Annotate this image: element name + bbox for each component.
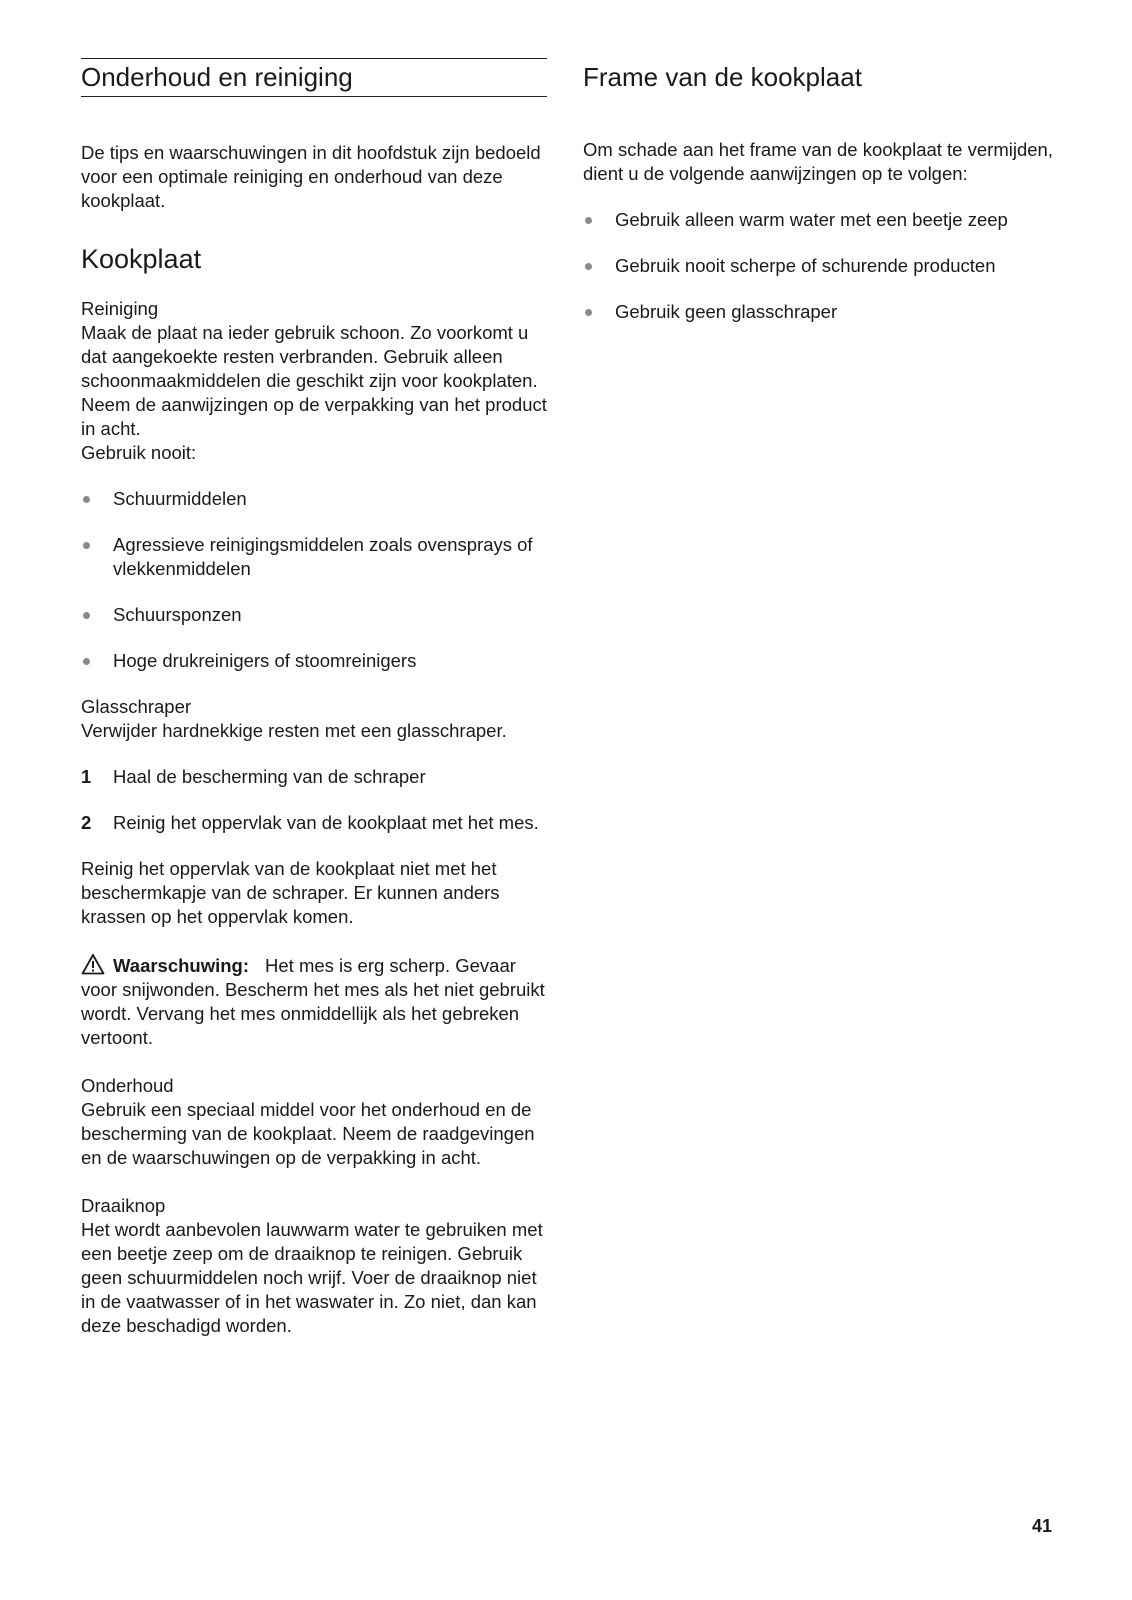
list-item: Schuurmiddelen [81,487,547,511]
step-number: 1 [81,766,92,787]
list-item: Schuursponzen [81,603,547,627]
subheading-onderhoud: Onderhoud [81,1075,174,1096]
subheading-glasschraper: Glasschraper [81,696,192,717]
draaiknop-text: Het wordt aanbevolen lauwwarm water te gebruiken met een beetje zeep om de draaiknop te reinigen. Gebruik geen schuurmiddelen noch wrijf. Voer de draaiknop niet in de vaatwasser of in het waswater in. Zo niet, dan kan deze beschadigd worden. [81,1219,543,1336]
warning-text: Het mes is erg scherp. Gevaar voor snijwonden. Bescherm het mes als het niet gebruikt wordt. Vervang het mes onmiddellijk als het gebreken vertoont. [81,955,545,1048]
warning-label: Waarschuwing: [113,955,250,976]
intro-text: De tips en waarschuwingen in dit hoofdstuk zijn bedoeld voor een optimale reiniging en onderhoud van deze kookplaat. [81,142,541,211]
list-item: Gebruik geen glasschraper [583,300,1058,324]
subheading-draaiknop: Draaiknop [81,1195,166,1216]
bullet-icon [585,217,592,224]
bullet-icon [83,612,90,619]
step-item [81,765,547,789]
glasschraper-text: Verwijder hardnekkige resten met een glasschraper. [81,720,507,741]
subheading-reiniging: Reiniging [81,298,159,319]
onderhoud-text: Gebruik een speciaal middel voor het onderhoud en de bescherming van de kookplaat. Neem de raadgevingen en de waarschuwingen op de verpakking in acht. [81,1099,535,1168]
glasschraper-note: Reinig het oppervlak van de kookplaat niet met het beschermkapje van de schraper. Er kunnen anders krassen op het oppervlak komen. [81,858,500,927]
step-number: 2 [81,812,92,833]
step-text: Haal de bescherming van de schraper [113,766,426,787]
left-column [81,58,547,1338]
glasschraper-steps [81,765,547,835]
heading-kookplaat: Kookplaat [81,244,202,274]
list-item: Gebruik nooit scherpe of schurende producten [583,254,1058,278]
reiniging-never: Gebruik nooit: [81,442,197,463]
bullet-icon [83,658,90,665]
right-column [583,58,1058,346]
step-item [81,811,547,835]
section-title-onderhoud: Onderhoud en reiniging [81,58,547,97]
page-number: 41 [1031,1516,1052,1536]
section-title-frame: Frame van de kookplaat [583,62,862,92]
bullet-icon [585,263,592,270]
list-item: Hoge drukreinigers of stoomreinigers [81,649,547,673]
frame-intro-text: Om schade aan het frame van de kookplaat te vermijden, dient u de volgende aanwijzingen op te volgen: [583,139,1053,184]
list-item: Gebruik alleen warm water met een beetje zeep [583,208,1058,232]
bullet-icon [585,309,592,316]
reiniging-bullet-list [81,487,547,673]
warning-triangle-icon [81,953,105,975]
list-item: Agressieve reinigingsmiddelen zoals ovensprays of vlekkenmiddelen [81,533,547,581]
bullet-icon [83,542,90,549]
bullet-icon [83,496,90,503]
frame-bullet-list [583,208,1058,324]
warning-block [81,953,547,1050]
step-text: Reinig het oppervlak van de kookplaat met het mes. [113,812,539,833]
reiniging-text: Maak de plaat na ieder gebruik schoon. Zo voorkomt u dat aangekoekte resten verbranden. Gebruik alleen schoonmaakmiddelen die geschikt zijn voor kookplaten. Neem de aanwijzingen op de verpakking van het product in acht. [81,322,547,439]
